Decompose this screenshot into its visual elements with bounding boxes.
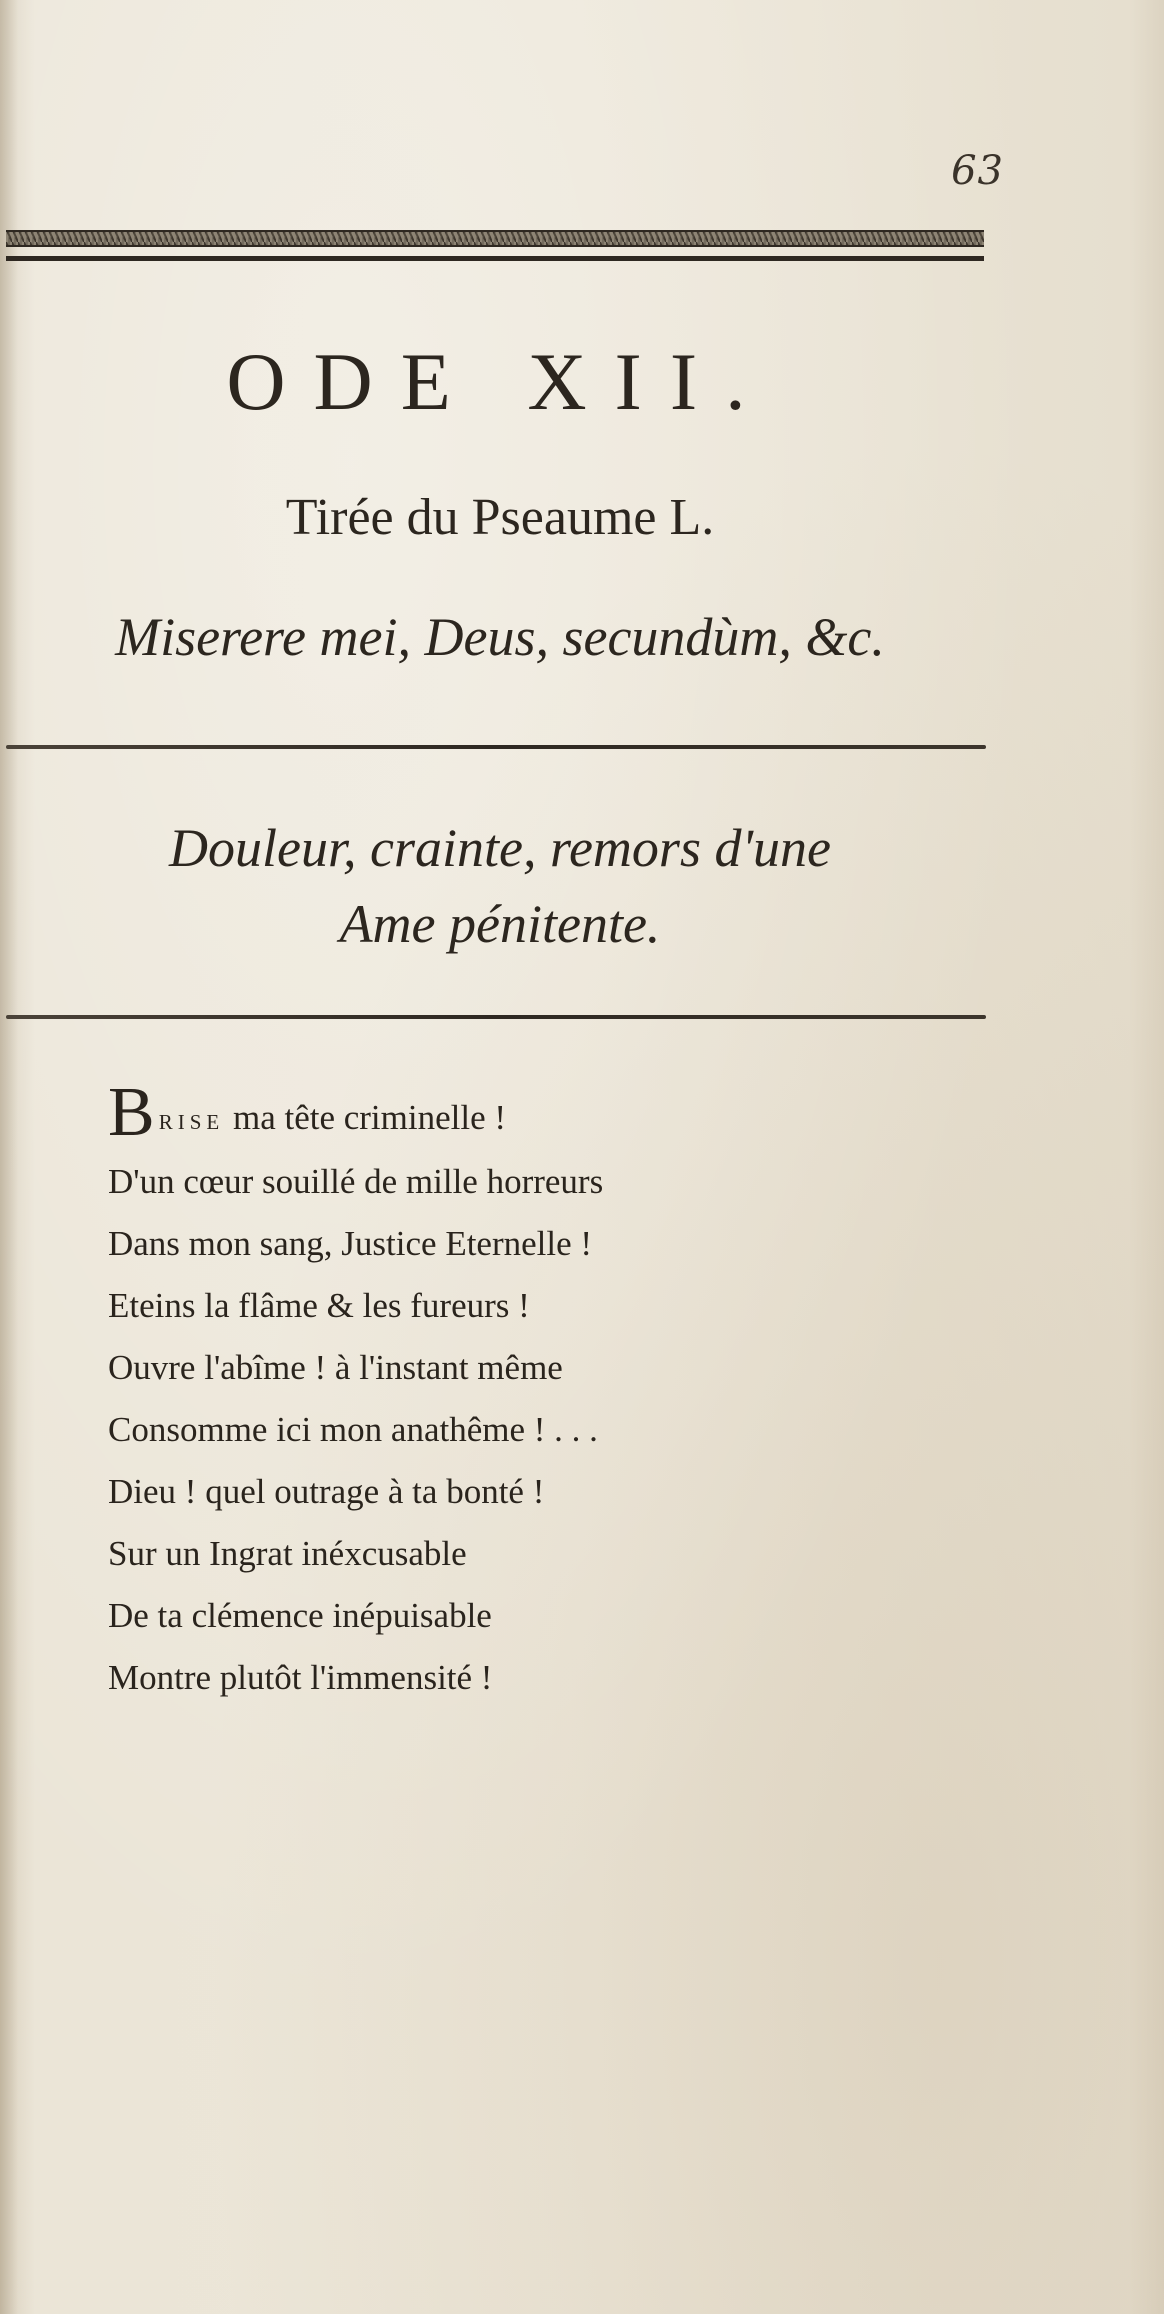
verse-line: Eteins la flâme & les fureurs !: [108, 1286, 530, 1325]
ode-title: ODE XII.: [226, 336, 774, 427]
ode-argument: [0, 810, 1000, 962]
verse-line: Dans mon sang, Justice Eternelle !: [108, 1224, 593, 1263]
verse-line: D'un cœur souillé de mille horreurs: [108, 1162, 604, 1201]
verse-line-1: [108, 1074, 928, 1151]
ornamental-header-rule: [6, 228, 984, 274]
ode-subtitle: Tirée du Pseaume L.: [285, 489, 715, 546]
verse-line: De ta clémence inépuisable: [108, 1596, 492, 1635]
verse-line: Ouvre l'abîme ! à l'instant même: [108, 1348, 563, 1387]
psalm-incipit: Miserere mei, Deus, secundùm, &c.: [115, 607, 885, 667]
section-rule-bottom: [6, 1015, 986, 1019]
page-number: 63: [951, 148, 1004, 194]
argument-line-2: Ame pénitente.: [339, 894, 661, 954]
verse-stanza: [108, 1074, 928, 1709]
argument-line-1: Douleur, crainte, remors d'une: [169, 818, 831, 878]
verse-line: Consomme ici mon anathême ! . . .: [108, 1410, 598, 1449]
verse-line: Sur un Ingrat inéxcusable: [108, 1534, 467, 1573]
drop-capital: B: [108, 1074, 155, 1151]
verse-line: Montre plutôt l'immensité !: [108, 1658, 493, 1697]
section-rule-top: [6, 745, 986, 749]
verse-line: Dieu ! quel outrage à ta bonté !: [108, 1472, 545, 1511]
first-word-caps: rise: [158, 1103, 225, 1136]
first-line-rest: ma tête criminelle !: [224, 1098, 507, 1137]
